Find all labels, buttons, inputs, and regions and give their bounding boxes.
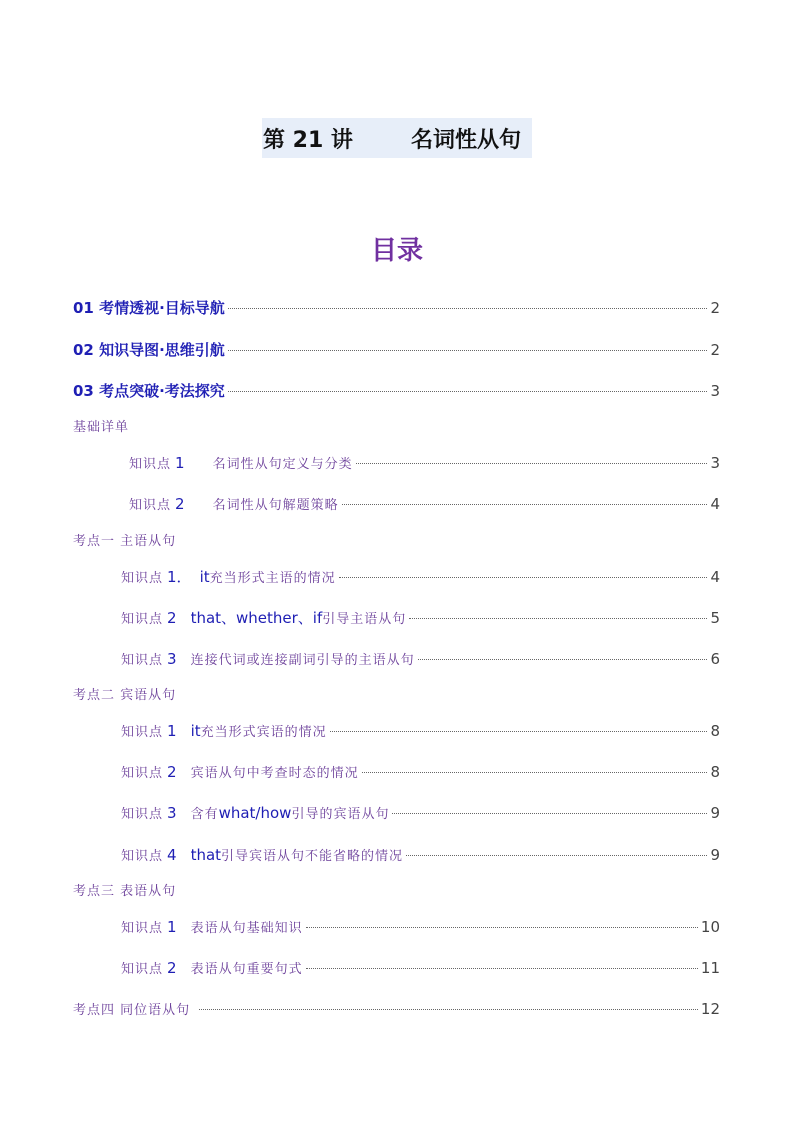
toc-item[interactable] [121, 917, 720, 939]
page-number: 8 [710, 763, 720, 781]
item-text-en: what/how [218, 804, 292, 822]
page-number: 3 [710, 454, 720, 472]
item-kp: 知识点 [121, 571, 164, 586]
dot-leader [228, 308, 708, 309]
dot-leader [356, 463, 708, 464]
toc-section-heading: 考点四 同位语从句 [73, 1003, 191, 1018]
item-kp: 知识点 [121, 807, 164, 822]
item-num: 2 [175, 495, 185, 513]
toc-item[interactable] [121, 845, 720, 867]
item-text: 充当形式宾语的情况 [200, 725, 327, 740]
page-number: 5 [710, 609, 720, 627]
toc-item[interactable] [121, 567, 720, 589]
dot-leader [199, 1009, 698, 1010]
toc-item[interactable] [121, 649, 720, 671]
dot-leader [228, 350, 708, 351]
item-num: 1 [175, 454, 185, 472]
item-num: 2 [167, 609, 177, 627]
lesson-number: 第 21 讲 [263, 128, 353, 153]
toc-section-heading[interactable]: 考点二 宾语从句 [73, 688, 177, 703]
item-text: 引导的宾语从句 [291, 807, 390, 822]
item-kp: 知识点 [121, 725, 164, 740]
dot-leader [362, 772, 708, 773]
item-text-en: it [199, 568, 210, 586]
page-number: 4 [710, 568, 720, 586]
dot-leader [392, 813, 707, 814]
page-number: 9 [710, 846, 720, 864]
item-num: 2 [167, 959, 177, 977]
toc-entry-label: 01 考情透视·目标导航 [73, 299, 225, 317]
page-number: 6 [710, 650, 720, 668]
item-num: 1． [167, 568, 192, 586]
item-text: 连接代词或连接副词引导的主语从句 [190, 653, 415, 668]
item-text: 表语从句重要句式 [190, 962, 303, 977]
item-text: 引导宾语从句不能省略的情况 [221, 849, 404, 864]
item-text-en: it [190, 722, 201, 740]
dot-leader [228, 391, 708, 392]
item-kp: 知识点 [129, 498, 172, 513]
page-number: 12 [700, 1000, 720, 1018]
toc-main-entry[interactable] [73, 381, 720, 401]
dot-leader [409, 618, 707, 619]
dot-leader [306, 968, 698, 969]
item-text: 表语从句基础知识 [190, 921, 303, 936]
dot-leader [330, 731, 708, 732]
toc-main-entry[interactable] [73, 340, 720, 360]
item-kp: 知识点 [121, 612, 164, 627]
toc-item[interactable] [121, 958, 720, 980]
item-text-en: that [190, 846, 222, 864]
item-kp: 知识点 [121, 921, 164, 936]
lesson-title: 名词性从句 [411, 128, 522, 153]
toc-item[interactable] [121, 803, 720, 825]
page-number: 2 [710, 299, 720, 317]
item-text: 宾语从句中考查时态的情况 [190, 766, 359, 781]
toc-entry-label: 02 知识导图·思维引航 [73, 341, 225, 359]
dot-leader [406, 855, 707, 856]
item-num: 4 [167, 846, 177, 864]
item-num: 2 [167, 763, 177, 781]
item-text-en: that、whether、if [190, 609, 323, 627]
dot-leader [342, 504, 708, 505]
toc-entry-label: 03 考点突破·考法探究 [73, 382, 225, 400]
toc-item[interactable] [129, 453, 720, 475]
item-text: 名词性从句解题策略 [212, 498, 339, 513]
item-kp: 知识点 [121, 653, 164, 668]
item-text: 含有 [190, 807, 219, 822]
page-number: 9 [710, 804, 720, 822]
toc-main-entry[interactable] [73, 298, 720, 318]
page-number: 2 [710, 341, 720, 359]
item-kp: 知识点 [121, 962, 164, 977]
dot-leader [339, 577, 708, 578]
item-num: 3 [167, 650, 177, 668]
item-num: 1 [167, 722, 177, 740]
page-number: 8 [710, 722, 720, 740]
toc-heading: 目录 [370, 236, 423, 266]
toc-item[interactable] [121, 762, 720, 784]
toc-section-entry[interactable] [73, 999, 720, 1021]
toc-section-heading[interactable]: 基础详单 [73, 420, 130, 435]
item-kp: 知识点 [129, 457, 172, 472]
toc-item[interactable] [121, 608, 720, 630]
toc-item[interactable] [129, 494, 720, 516]
item-kp: 知识点 [121, 849, 164, 864]
item-kp: 知识点 [121, 766, 164, 781]
page-number: 3 [710, 382, 720, 400]
toc-item[interactable] [121, 721, 720, 743]
page-number: 11 [700, 959, 720, 977]
item-text: 名词性从句定义与分类 [212, 457, 353, 472]
toc-section-heading[interactable]: 考点一 主语从句 [73, 534, 177, 549]
page-number: 10 [700, 918, 720, 936]
item-num: 1 [167, 918, 177, 936]
page-number: 4 [710, 495, 720, 513]
item-text: 充当形式主语的情况 [209, 571, 336, 586]
item-text: 引导主语从句 [322, 612, 407, 627]
toc-section-heading[interactable]: 考点三 表语从句 [73, 884, 177, 899]
dot-leader [306, 927, 698, 928]
dot-leader [418, 659, 708, 660]
item-num: 3 [167, 804, 177, 822]
